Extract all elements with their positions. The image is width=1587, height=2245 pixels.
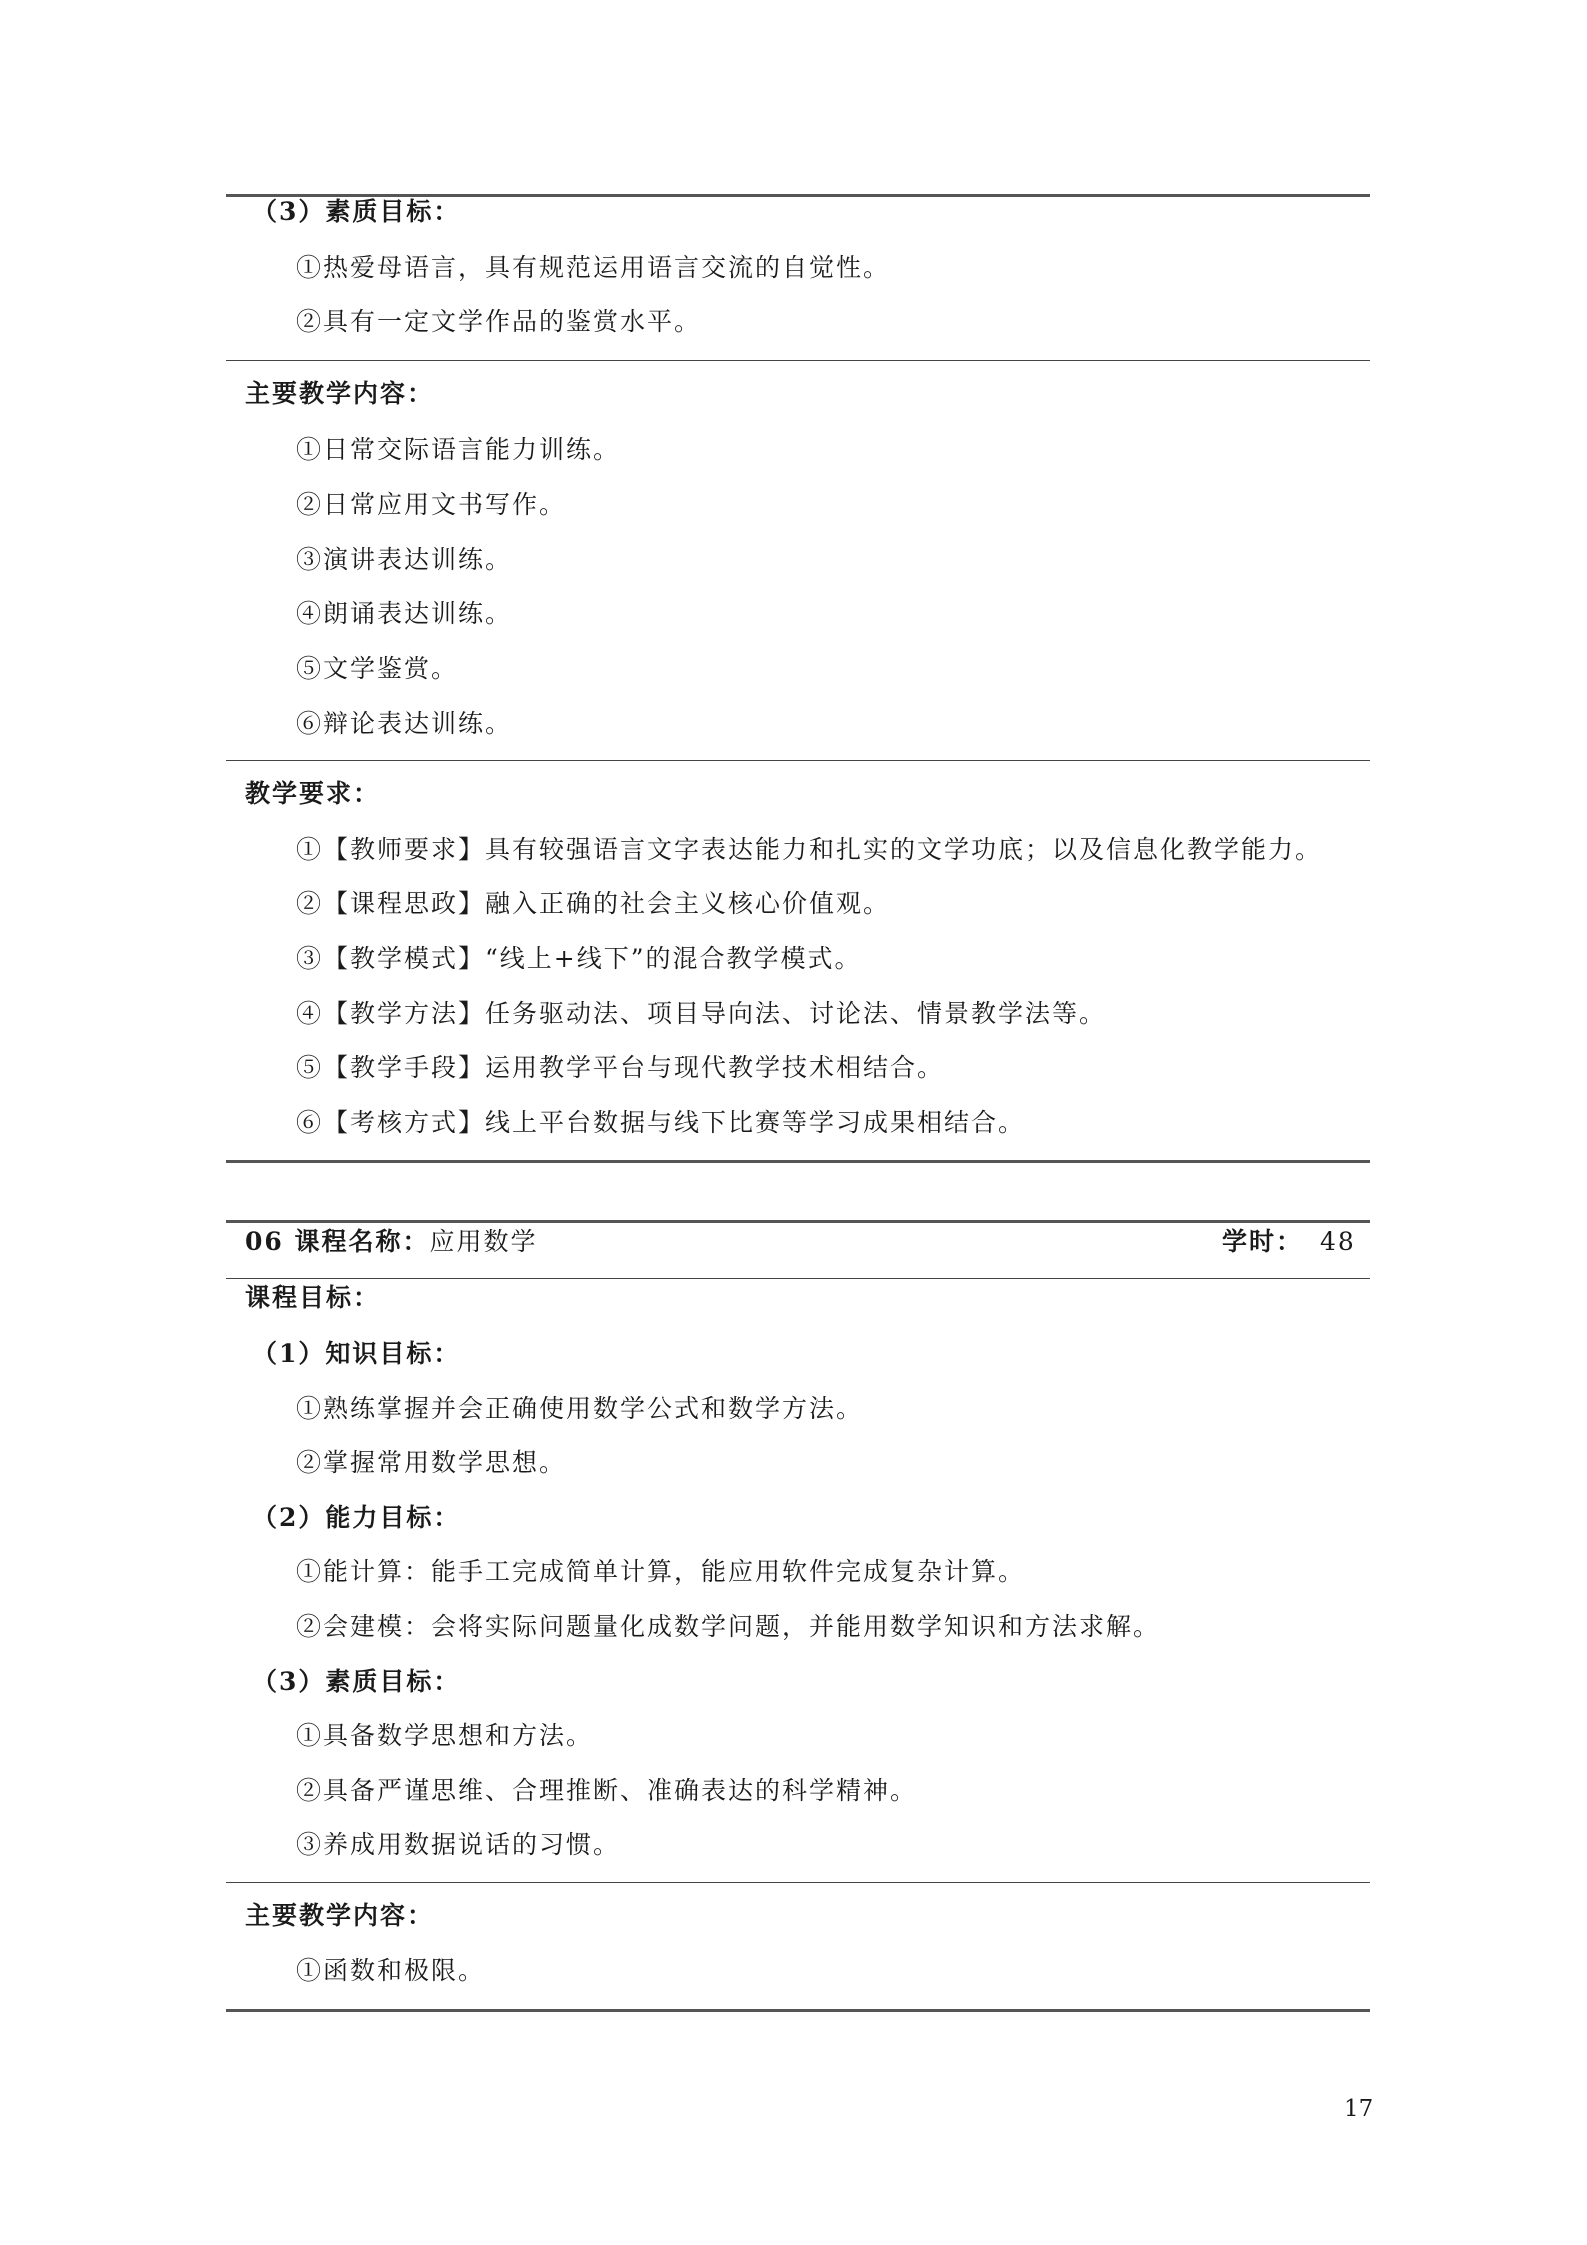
page-number: 17 xyxy=(1344,2096,1374,2122)
content-item: ⑥辩论表达训练。 xyxy=(296,709,513,738)
table-bottom-border xyxy=(226,1160,1370,1163)
course-title-row xyxy=(245,1226,538,1258)
quality-goal-item: ③养成用数据说话的习惯。 xyxy=(296,1830,621,1859)
ability-goals-heading: （2）能力目标： xyxy=(252,1503,461,1532)
quality-goals-heading: （3）素质目标： xyxy=(252,1667,461,1696)
table-bottom-border xyxy=(226,2009,1370,2012)
quality-goals-heading: （3）素质目标： xyxy=(252,197,461,226)
course-goals-heading: 课程目标： xyxy=(245,1283,381,1312)
requirement-item: ③【教学模式】“线上+线下”的混合教学模式。 xyxy=(296,944,862,973)
ability-goal-item: ②会建模：会将实际问题量化成数学问题，并能用数学知识和方法求解。 xyxy=(296,1612,1161,1641)
requirement-item: ①【教师要求】具有较强语言文字表达能力和扎实的文学功底；以及信息化教学能力。 xyxy=(296,835,1323,864)
quality-goal-item: ②具有一定文学作品的鉴赏水平。 xyxy=(296,307,702,336)
quality-goal-item: ②具备严谨思维、合理推断、准确表达的科学精神。 xyxy=(296,1776,918,1805)
hours-value: 48 xyxy=(1320,1227,1356,1256)
requirement-item: ⑤【教学手段】运用教学平台与现代教学技术相结合。 xyxy=(296,1053,945,1082)
course-label: 06 课程名称： xyxy=(245,1227,430,1256)
teaching-requirements-heading: 教学要求： xyxy=(245,779,381,808)
table-top-border xyxy=(226,1220,1370,1223)
row-divider xyxy=(226,760,1370,761)
main-content-heading: 主要教学内容： xyxy=(245,1901,435,1930)
content-item: ③演讲表达训练。 xyxy=(296,545,513,574)
main-content-heading: 主要教学内容： xyxy=(245,379,435,408)
content-item: ①日常交际语言能力训练。 xyxy=(296,435,621,464)
content-item: ①函数和极限。 xyxy=(296,1956,486,1985)
content-item: ④朗诵表达训练。 xyxy=(296,599,513,628)
requirement-item: ②【课程思政】融入正确的社会主义核心价值观。 xyxy=(296,889,891,918)
knowledge-goal-item: ①熟练掌握并会正确使用数学公式和数学方法。 xyxy=(296,1394,864,1423)
content-item: ⑤文学鉴赏。 xyxy=(296,654,459,683)
requirement-item: ⑥【考核方式】线上平台数据与线下比赛等学习成果相结合。 xyxy=(296,1108,1026,1137)
knowledge-goals-heading: （1）知识目标： xyxy=(252,1339,461,1368)
course-name: 应用数学 xyxy=(429,1227,538,1256)
row-divider xyxy=(226,360,1370,361)
hours-label: 学时： xyxy=(1222,1227,1304,1256)
knowledge-goal-item: ②掌握常用数学思想。 xyxy=(296,1448,567,1477)
content-item: ②日常应用文书写作。 xyxy=(296,490,567,519)
row-divider xyxy=(226,1278,1370,1279)
quality-goal-item: ①具备数学思想和方法。 xyxy=(296,1721,594,1750)
requirement-item: ④【教学方法】任务驱动法、项目导向法、讨论法、情景教学法等。 xyxy=(296,999,1107,1028)
row-divider xyxy=(226,1882,1370,1883)
quality-goal-item: ①热爱母语言，具有规范运用语言交流的自觉性。 xyxy=(296,253,891,282)
ability-goal-item: ①能计算：能手工完成简单计算，能应用软件完成复杂计算。 xyxy=(296,1557,1026,1586)
